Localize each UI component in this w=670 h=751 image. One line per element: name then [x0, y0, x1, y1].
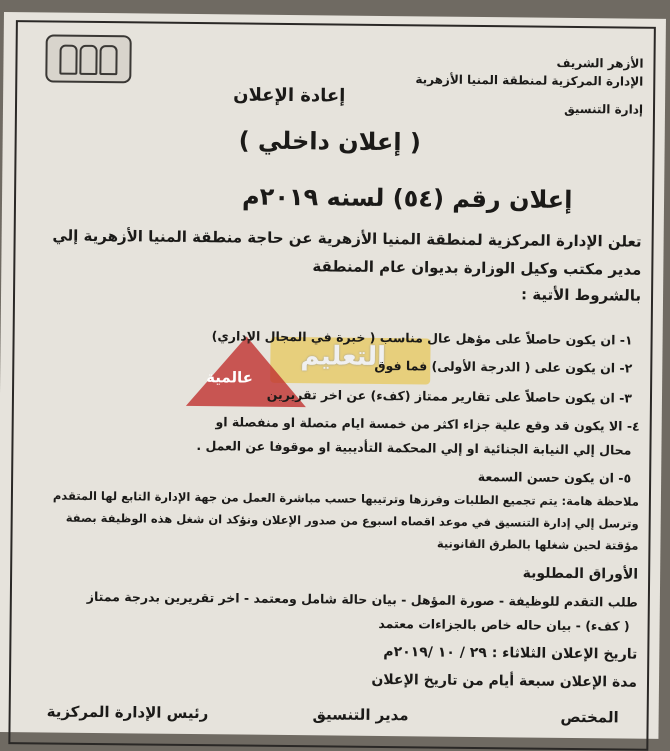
- intro-line-1: تعلن الإدارة المركزية لمنطقة المنيا الأزهرية عن حاجة منطقة المنيا الأزهرية إلي: [52, 226, 642, 251]
- condition-4: ٤- الا يكون قد وقع علية جزاء اكثر من خمسة ايام متصلة او منفصلة او: [215, 414, 640, 434]
- condition-4-cont: محال إلي النيابة الجنائية او إلي المحكمة التأديبية او موقوفا عن العمل .: [196, 438, 632, 458]
- note-line-1: ملاحظة هامة: يتم تجميع الطلبات وفرزها وترتيبها حسب مباشرة العمل من جهة الإدارة التابع لها المتقدم: [52, 488, 639, 509]
- intro-line-3: بالشروط الأتية :: [520, 285, 642, 305]
- note-line-3: مؤقتة لحين شغلها بالطرق القانونية: [436, 536, 639, 553]
- header-line-1: الأزهر الشريف: [556, 55, 644, 71]
- header-line-3: إدارة التنسيق: [564, 101, 644, 117]
- azhar-logo-icon: [45, 34, 131, 83]
- reissue-title: إعادة الإعلان: [233, 84, 346, 107]
- intro-line-2: مدير مكتب وكيل الوزارة بديوان عام المنطقة: [312, 257, 642, 279]
- signature-coordination-director: مدير التنسيق: [312, 705, 409, 725]
- document-page: [0, 12, 666, 739]
- watermark-logo-text: عالمية: [206, 368, 254, 387]
- signature-central-head: رئيس الإدارة المركزية: [46, 702, 209, 723]
- papers-line-1: طلب التقدم للوظيفة - صورة المؤهل - بيان حالة شامل ومعتمد - اخر تقريرين بدرجة ممتاز: [86, 588, 638, 610]
- condition-5: ٥- ان يكون حسن السمعة: [477, 468, 632, 486]
- papers-title: الأوراق المطلوبة: [522, 565, 639, 583]
- condition-1: ١- ان يكون حاصلاً على مؤهل عال مناسب ( خبرة في المجال الإداري): [211, 328, 633, 348]
- internal-title: ( إعلان داخلي ): [238, 126, 422, 157]
- condition-2: ٢- ان يكون على ( الدرجة الأولى) فما فوق: [374, 357, 633, 376]
- note-line-2: وترسل إلي إدارة التنسيق في موعد اقصاه اسبوع من صدور الإعلان ونؤكد ان شغل هذه الوظيفة بصفة: [65, 510, 639, 531]
- announcement-number: إعلان رقم (٥٤) لسنه ٢٠١٩م: [241, 182, 573, 214]
- header-line-2: الإدارة المركزية لمنطقة المنيا الأزهرية: [415, 72, 644, 89]
- condition-3: ٣- ان يكون حاصلاً على تقارير ممتاز (كفء) عن اخر تقريرين: [266, 386, 633, 406]
- signature-specialist: المختص: [560, 707, 619, 727]
- announcement-date: تاريخ الإعلان الثلاثاء : ٢٩ / ١٠ /٢٠١٩م: [383, 644, 638, 663]
- announcement-duration: مدة الإعلان سبعة أيام من تاريخ الإعلان: [371, 671, 638, 691]
- papers-line-2: ( كفء) - بيان حاله خاص بالجزاءات معتمد: [378, 615, 630, 634]
- watermark-text: التعليم: [300, 341, 387, 373]
